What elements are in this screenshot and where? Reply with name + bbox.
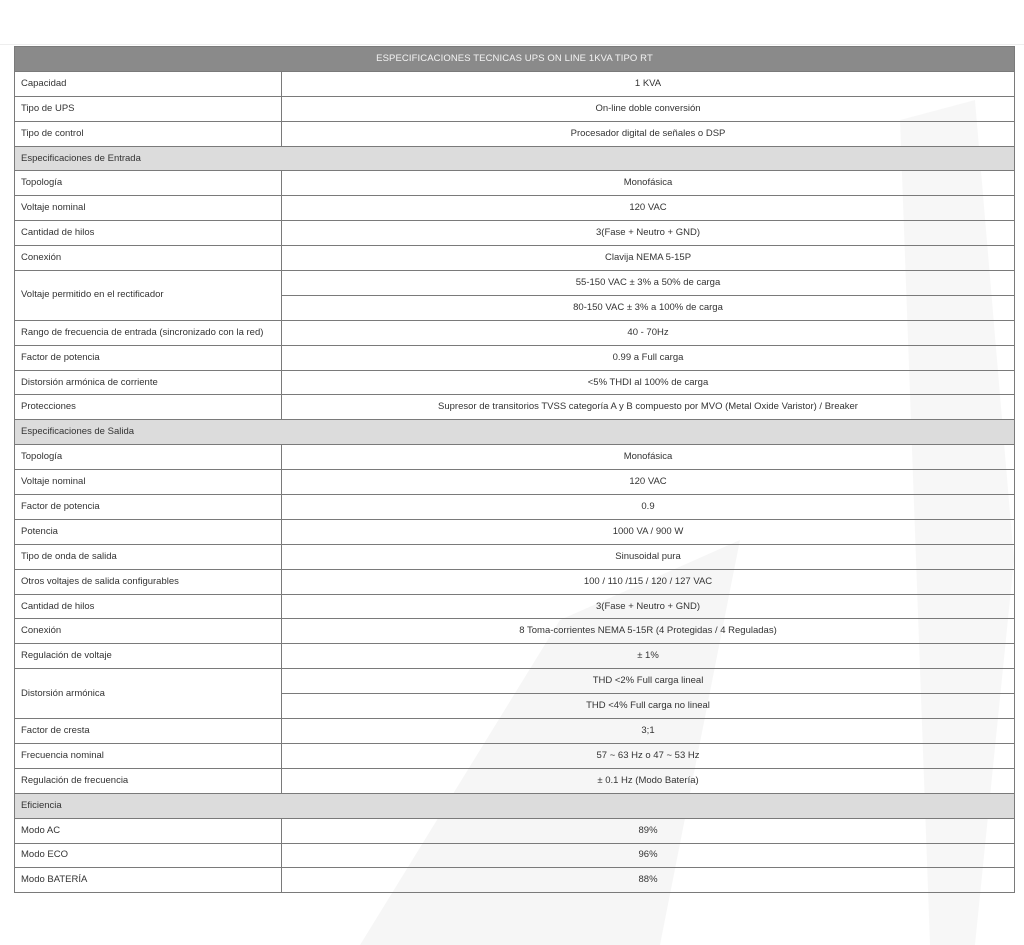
spec-value: 3(Fase + Neutro + GND) (282, 221, 1015, 246)
table-row (15, 569, 1015, 594)
table-row (15, 843, 1015, 868)
spec-label: Distorsión armónica (15, 669, 282, 719)
spec-value: 96% (282, 843, 1015, 868)
spec-value: 1000 VA / 900 W (282, 519, 1015, 544)
section-row (15, 793, 1015, 818)
table-row (15, 594, 1015, 619)
table-row (15, 644, 1015, 669)
table-row (15, 719, 1015, 744)
spec-label: Conexión (15, 246, 282, 271)
spec-value: Monofásica (282, 445, 1015, 470)
spec-value: 3(Fase + Neutro + GND) (282, 594, 1015, 619)
spec-label: Protecciones (15, 395, 282, 420)
spec-value: 3;1 (282, 719, 1015, 744)
spec-value: THD <2% Full carga lineal (282, 669, 1015, 694)
table-row (15, 868, 1015, 893)
spec-value: <5% THDI al 100% de carga (282, 370, 1015, 395)
spec-table (14, 46, 1015, 893)
spec-table-header-row (15, 47, 1015, 72)
spec-value: ± 1% (282, 644, 1015, 669)
table-row (15, 445, 1015, 470)
section-heading: Especificaciones de Salida (15, 420, 1015, 445)
table-row (15, 544, 1015, 569)
spec-value: Sinusoidal pura (282, 544, 1015, 569)
spec-label: Rango de frecuencia de entrada (sincronizado con la red) (15, 320, 282, 345)
spec-table-container (14, 46, 1014, 893)
spec-value: THD <4% Full carga no lineal (282, 694, 1015, 719)
table-row (15, 121, 1015, 146)
table-row (15, 370, 1015, 395)
spec-value: Monofásica (282, 171, 1015, 196)
section-row (15, 420, 1015, 445)
table-row (15, 196, 1015, 221)
spec-value: 80-150 VAC ± 3% a 100% de carga (282, 295, 1015, 320)
spec-label: Distorsión armónica de corriente (15, 370, 282, 395)
table-row (15, 171, 1015, 196)
spec-label: Frecuencia nominal (15, 743, 282, 768)
spec-label: Tipo de onda de salida (15, 544, 282, 569)
spec-label: Factor de potencia (15, 495, 282, 520)
table-row (15, 320, 1015, 345)
spec-label: Tipo de control (15, 121, 282, 146)
spec-value: 0.9 (282, 495, 1015, 520)
table-row (15, 395, 1015, 420)
spec-label: Voltaje permitido en el rectificador (15, 271, 282, 321)
spec-value: 55-150 VAC ± 3% a 50% de carga (282, 271, 1015, 296)
table-row (15, 669, 1015, 694)
spec-label: Factor de cresta (15, 719, 282, 744)
section-heading: Eficiencia (15, 793, 1015, 818)
spec-value: Procesador digital de señales o DSP (282, 121, 1015, 146)
page-top-strip (0, 0, 1024, 45)
spec-label: Factor de potencia (15, 345, 282, 370)
table-row (15, 221, 1015, 246)
spec-value: 120 VAC (282, 196, 1015, 221)
spec-label: Otros voltajes de salida configurables (15, 569, 282, 594)
table-row (15, 519, 1015, 544)
spec-value: ± 0.1 Hz (Modo Batería) (282, 768, 1015, 793)
spec-label: Regulación de voltaje (15, 644, 282, 669)
spec-label: Tipo de UPS (15, 96, 282, 121)
table-row (15, 818, 1015, 843)
table-row (15, 246, 1015, 271)
spec-value: Supresor de transitorios TVSS categoría A y B compuesto por MVO (Metal Oxide Varistor) / Breaker (282, 395, 1015, 420)
spec-label: Topología (15, 445, 282, 470)
spec-table-body (15, 71, 1015, 892)
spec-label: Voltaje nominal (15, 196, 282, 221)
spec-value: 0.99 a Full carga (282, 345, 1015, 370)
spec-label: Regulación de frecuencia (15, 768, 282, 793)
spec-table-title: ESPECIFICACIONES TECNICAS UPS ON LINE 1KVA TIPO RT (15, 47, 1015, 72)
spec-value: 40 - 70Hz (282, 320, 1015, 345)
section-heading: Especificaciones de Entrada (15, 146, 1015, 171)
table-row (15, 495, 1015, 520)
spec-value: 89% (282, 818, 1015, 843)
spec-label: Topología (15, 171, 282, 196)
spec-label: Capacidad (15, 71, 282, 96)
spec-label: Cantidad de hilos (15, 594, 282, 619)
table-row (15, 96, 1015, 121)
section-row (15, 146, 1015, 171)
spec-value: 1 KVA (282, 71, 1015, 96)
spec-value: 120 VAC (282, 470, 1015, 495)
spec-label: Cantidad de hilos (15, 221, 282, 246)
spec-value: 57 ~ 63 Hz o 47 ~ 53 Hz (282, 743, 1015, 768)
spec-value: 8 Toma-corrientes NEMA 5-15R (4 Protegidas / 4 Reguladas) (282, 619, 1015, 644)
spec-label: Modo ECO (15, 843, 282, 868)
spec-label: Conexión (15, 619, 282, 644)
table-row (15, 768, 1015, 793)
spec-label: Potencia (15, 519, 282, 544)
table-row (15, 71, 1015, 96)
spec-value: On-line doble conversión (282, 96, 1015, 121)
spec-value: Clavija NEMA 5-15P (282, 246, 1015, 271)
spec-value: 100 / 110 /115 / 120 / 127 VAC (282, 569, 1015, 594)
table-row (15, 345, 1015, 370)
table-row (15, 619, 1015, 644)
spec-label: Voltaje nominal (15, 470, 282, 495)
spec-label: Modo AC (15, 818, 282, 843)
table-row (15, 271, 1015, 296)
table-row (15, 470, 1015, 495)
table-row (15, 743, 1015, 768)
spec-value: 88% (282, 868, 1015, 893)
spec-label: Modo BATERÍA (15, 868, 282, 893)
